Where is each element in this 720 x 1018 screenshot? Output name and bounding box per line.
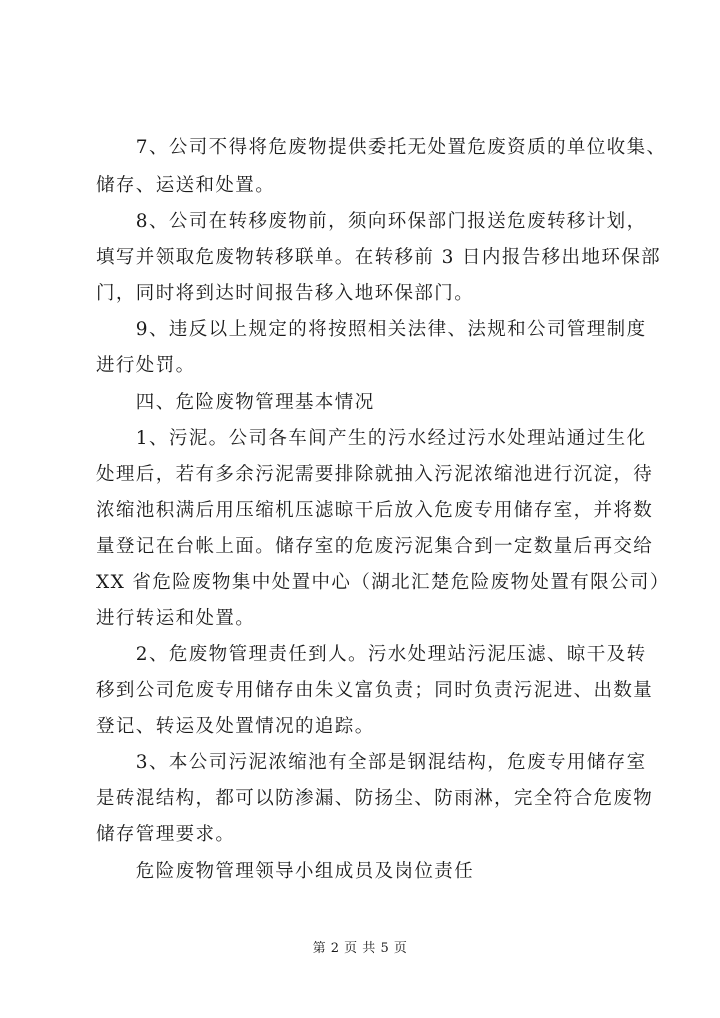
- page-number-footer: 第 2 页 共 5 页: [312, 941, 408, 956]
- item-3-line-1: 3、本公司污泥浓缩池有全部是钢混结构，危废专用储存室: [96, 752, 647, 773]
- item-1-line-1: 1、污泥。公司各车间产生的污水经过污水处理站通过生化: [96, 428, 647, 449]
- item-2-line-2: 移到公司危废专用储存由朱义富负责；同时负责污泥进、出数量: [96, 680, 654, 701]
- item-1-line-3: 浓缩池积满后用压缩机压滤晾干后放入危废专用储存室，并将数: [96, 500, 654, 521]
- paragraph-9-line-2: 进行处罚。: [96, 355, 196, 376]
- closing-heading: 危险废物管理领导小组成员及岗位责任: [96, 861, 475, 882]
- item-3-line-2: 是砖混结构，都可以防渗漏、防扬尘、防雨淋，完全符合危废物: [96, 788, 654, 809]
- paragraph-7-line-2: 储存、运送和处置。: [96, 175, 276, 196]
- section-heading: 四、危险废物管理基本情况: [96, 392, 375, 413]
- item-1-line-5: XX 省危险废物集中处置中心（湖北汇楚危险废物处置有限公司）: [96, 572, 670, 593]
- item-2-line-1: 2、危废物管理责任到人。污水处理站污泥压滤、晾干及转: [96, 644, 647, 665]
- paragraph-8-line-3: 门，同时将到达时间报告移入地环保部门。: [96, 283, 475, 304]
- item-3-line-3: 储存管理要求。: [96, 824, 236, 845]
- item-2-line-3: 登记、转运及处置情况的追踪。: [96, 716, 375, 737]
- item-1-line-4: 量登记在台帐上面。储存室的危废污泥集合到一定数量后再交给: [96, 536, 654, 557]
- paragraph-7-line-1: 7、公司不得将危废物提供委托无处置危废资质的单位收集、: [96, 137, 667, 158]
- paragraph-9-line-1: 9、违反以上规定的将按照相关法律、法规和公司管理制度: [96, 319, 647, 340]
- item-1-line-2: 处理后，若有多余污泥需要排除就抽入污泥浓缩池进行沉淀，待: [96, 464, 654, 485]
- paragraph-8-line-1: 8、公司在转移废物前，须向环保部门报送危废转移计划，: [96, 211, 647, 232]
- paragraph-8-line-2: 填写并领取危废物转移联单。在转移前 3 日内报告移出地环保部: [96, 247, 662, 268]
- item-1-line-6: 进行转运和处置。: [96, 608, 256, 629]
